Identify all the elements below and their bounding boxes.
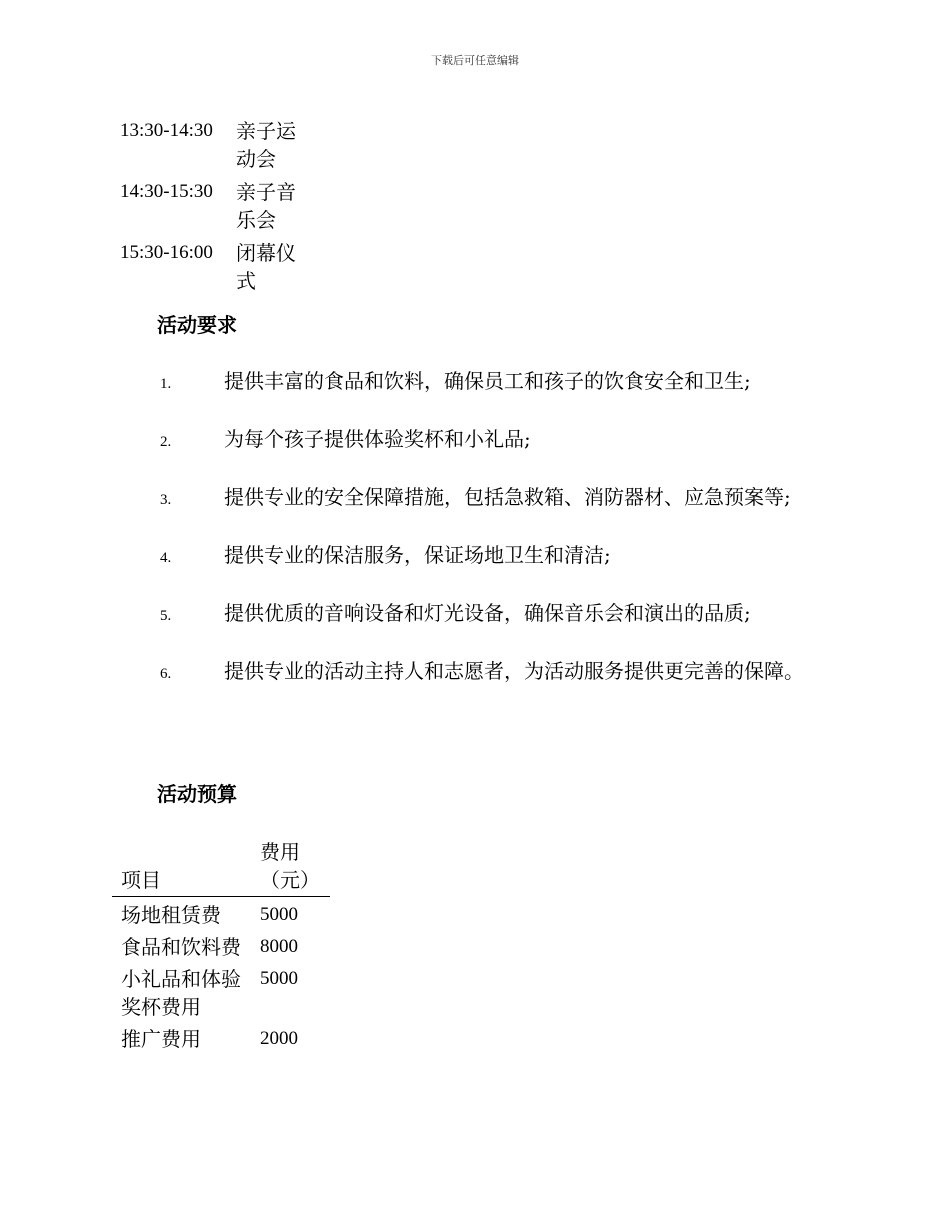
list-number: 6. <box>160 666 172 682</box>
table-row <box>112 1025 330 1053</box>
list-item <box>112 538 812 575</box>
schedule-row <box>120 240 306 295</box>
budget-cost: 8000 <box>260 936 298 957</box>
schedule-table <box>120 118 306 301</box>
list-text: 提供专业的活动主持人和志愿者，为活动服务提供更完善的保障。 <box>224 659 804 683</box>
list-number: 3. <box>160 492 172 508</box>
budget-item: 食品和饮料费 <box>121 935 241 959</box>
table-row <box>112 933 330 961</box>
schedule-row <box>120 179 306 234</box>
list-number: 4. <box>160 550 172 566</box>
list-number: 1. <box>160 376 172 392</box>
page-header: 下载后可任意编辑 <box>431 54 519 67</box>
schedule-time: 15:30-16:00 <box>120 242 213 263</box>
table-row <box>112 901 330 929</box>
list-item <box>112 480 812 517</box>
list-item <box>112 364 812 401</box>
schedule-row <box>120 118 306 173</box>
table-row <box>112 965 330 1021</box>
schedule-activity: 闭幕仪式 <box>236 241 296 293</box>
list-text: 提供丰富的食品和饮料，确保员工和孩子的饮食安全和卫生; <box>224 369 751 393</box>
list-text: 提供优质的音响设备和灯光设备，确保音乐会和演出的品质; <box>224 601 751 625</box>
list-text: 提供专业的安全保障措施，包括急救箱、消防器材、应急预案等; <box>224 485 791 509</box>
budget-header-row <box>112 838 330 897</box>
budget-item: 推广费用 <box>121 1027 201 1051</box>
list-text: 提供专业的保洁服务，保证场地卫生和清洁; <box>224 543 611 567</box>
list-item <box>112 422 812 459</box>
budget-cost: 5000 <box>260 904 298 925</box>
requirements-list <box>112 364 812 712</box>
budget-table <box>112 838 330 1053</box>
budget-heading: 活动预算 <box>157 782 237 806</box>
list-text: 为每个孩子提供体验奖杯和小礼品; <box>224 427 531 451</box>
schedule-time: 13:30-14:30 <box>120 120 213 141</box>
requirements-heading: 活动要求 <box>157 313 237 337</box>
list-item <box>112 654 812 691</box>
column-header-item: 项目 <box>121 868 161 892</box>
column-header-cost: 费用（元） <box>260 840 320 892</box>
budget-item: 小礼品和体验奖杯费用 <box>121 967 241 1019</box>
budget-cost: 2000 <box>260 1028 298 1049</box>
list-item <box>112 596 812 633</box>
list-number: 2. <box>160 434 172 450</box>
budget-item: 场地租赁费 <box>121 903 221 927</box>
schedule-time: 14:30-15:30 <box>120 181 213 202</box>
budget-cost: 5000 <box>260 968 298 989</box>
schedule-activity: 亲子运动会 <box>236 119 296 171</box>
schedule-activity: 亲子音乐会 <box>236 180 296 232</box>
list-number: 5. <box>160 608 172 624</box>
